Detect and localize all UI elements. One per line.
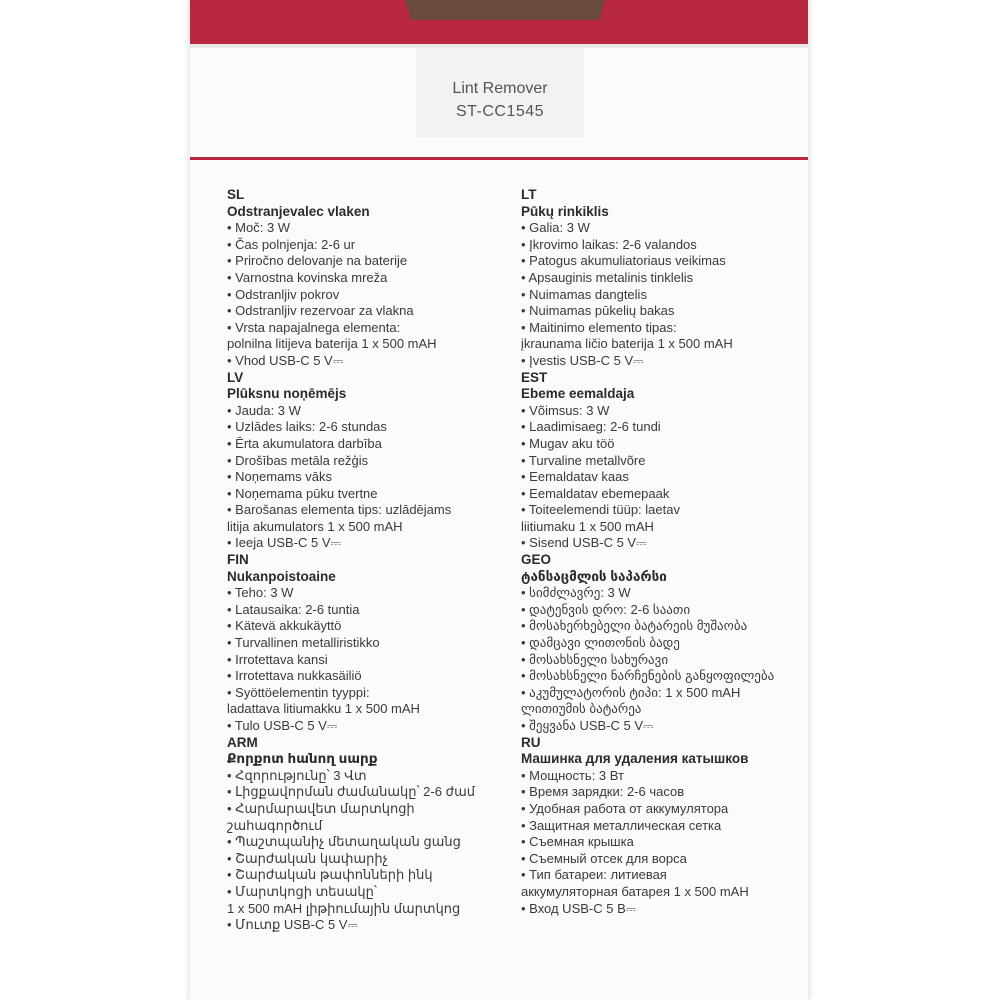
spec-line: • Ieeja USB-C 5 V⎓ xyxy=(227,535,341,551)
spec-line: liitiumaku 1 x 500 mAH xyxy=(521,518,654,534)
spec-line: • Շարժական կափարիչ xyxy=(227,850,388,866)
language-section-geo xyxy=(521,552,791,735)
spec-line: • Uzlādes laiks: 2-6 stundas xyxy=(227,419,387,435)
language-code: EST xyxy=(521,369,548,385)
spec-line: • Мощность: 3 Вт xyxy=(521,767,624,783)
product-name-translation: Plūksnu noņēmējs xyxy=(227,386,347,402)
spec-line: • Время зарядки: 2-6 часов xyxy=(521,784,685,800)
spec-line: • Latausaika: 2-6 tuntia xyxy=(227,601,360,617)
spec-line: • Noņemams vāks xyxy=(227,469,332,485)
language-code: LT xyxy=(521,187,537,202)
spec-line: • Maitinimo elemento tipas: xyxy=(521,319,677,335)
spec-line: • Irrotettava kansi xyxy=(227,651,328,667)
spec-line: • Odstranljiv rezervoar za vlakna xyxy=(227,303,414,319)
spec-line: • Съемный отсек для ворса xyxy=(521,850,687,866)
spec-line: • Čas polnjenja: 2-6 ur xyxy=(227,236,356,252)
product-title: Lint Remover xyxy=(452,80,548,97)
spec-line: • Irrotettava nukkasäiliö xyxy=(227,668,362,684)
spec-line: • Drošības metāla režģis xyxy=(227,452,369,468)
spec-line: • Toiteelemendi tüüp: laetav xyxy=(521,502,680,518)
product-name-translation: Ebeme eemaldaja xyxy=(521,386,635,402)
spec-line: • Защитная металлическая сетка xyxy=(521,817,722,833)
spec-line: • Nuimamas pūkelių bakas xyxy=(521,303,675,319)
spec-line: • Moč: 3 W xyxy=(227,220,291,236)
spec-line: • Nuimamas dangtelis xyxy=(521,286,647,302)
language-section-lt xyxy=(521,187,791,370)
spec-line: • მოსახსნელი ნარჩენების განყოფილება xyxy=(521,668,775,684)
product-name-translation: Odstranjevalec vlaken xyxy=(227,203,370,219)
spec-line: • Sisend USB-C 5 V⎓ xyxy=(521,535,647,551)
spec-line: • Պաշտպանիչ մետաղական ցանց xyxy=(227,834,461,850)
spec-line: • Turvallinen metalliristikko xyxy=(227,635,380,651)
spec-line: • Teho: 3 W xyxy=(227,585,294,601)
language-code: LV xyxy=(227,369,244,385)
language-code: ARM xyxy=(227,734,258,750)
spec-line: ლითიუმის ბატარეა xyxy=(521,701,642,717)
spec-line: • Kätevä akkukäyttö xyxy=(227,618,342,634)
spec-line: 1 x 500 mAH լիթիումային մարտկոց xyxy=(227,900,461,916)
spec-line: • Varnostna kovinska mreža xyxy=(227,269,388,285)
language-section-arm xyxy=(227,735,502,934)
product-name-translation: Pūkų rinkiklis xyxy=(521,203,609,219)
product-name-translation: Nukanpoistoaine xyxy=(227,568,336,584)
language-section-ru xyxy=(521,735,791,918)
spec-line: • Barošanas elementa tips: uzlādējams xyxy=(227,502,452,518)
flap-notch xyxy=(405,0,605,20)
spec-line: аккумуляторная батарея 1 x 500 mAH xyxy=(521,883,749,899)
spec-line: • Հարմարավետ մարտկոցի xyxy=(227,800,415,816)
spec-line: • Patogus akumuliatoriaus veikimas xyxy=(521,253,726,269)
spec-line: ladattava litiumakku 1 x 500 mAH xyxy=(227,701,420,717)
spec-line: • Շարժական թափոնների ինկ xyxy=(227,867,433,883)
spec-line: • აკუმულატორის ტიპი: 1 x 500 mAH xyxy=(521,684,741,700)
spec-line: • Jauda: 3 W xyxy=(227,402,301,418)
right-language-column xyxy=(521,187,791,917)
spec-line: • Съемная крышка xyxy=(521,834,634,850)
spec-line: • სიმძლავრე: 3 W xyxy=(521,585,631,601)
spec-line: • Syöttöelementin tyyppi: xyxy=(227,684,370,700)
spec-line: • Тип батареи: литиевая xyxy=(521,867,667,883)
spec-line: • Įkrovimo laikas: 2-6 valandos xyxy=(521,236,697,252)
language-section-est xyxy=(521,370,791,553)
language-code: GEO xyxy=(521,552,552,568)
spec-line: • Eemaldatav kaas xyxy=(521,469,629,485)
spec-line: • მოსახსნელი სახურავი xyxy=(521,651,669,667)
spec-line: • Galia: 3 W xyxy=(521,220,590,236)
spec-line: • Mugav aku töö xyxy=(521,435,615,451)
spec-line: • Eemaldatav ebemepaak xyxy=(521,485,670,501)
spec-line: • Vrsta napajalnega elementa: xyxy=(227,319,401,335)
spec-line: įkraunama ličio baterija 1 x 500 mAH xyxy=(521,336,733,352)
spec-line: • Įvestis USB-C 5 V⎓ xyxy=(521,352,644,368)
spec-line: • Հզորությունը՝ 3 Վտ xyxy=(227,767,367,783)
spec-line: • Вход USB-C 5 В⎓ xyxy=(521,900,637,916)
spec-line: • Լիցքավորման ժամանակը՝ 2-6 ժամ xyxy=(227,784,476,800)
spec-line: • დატენვის დრო: 2-6 საათი xyxy=(521,601,691,617)
spec-line: • Ērta akumulatora darbība xyxy=(227,435,382,451)
language-section-sl xyxy=(227,187,502,370)
product-name-translation: Машинка для удаления катышков xyxy=(521,751,749,767)
spec-line: • Odstranljiv pokrov xyxy=(227,286,340,302)
left-language-column xyxy=(227,187,502,934)
spec-line: • Laadimisaeg: 2-6 tundi xyxy=(521,419,661,435)
spec-line: • Vhod USB-C 5 V⎓ xyxy=(227,352,344,368)
language-code: FIN xyxy=(227,552,249,568)
spec-line: polnilna litijeva baterija 1 x 500 mAH xyxy=(227,336,437,352)
spec-line: • Tulo USB-C 5 V⎓ xyxy=(227,718,338,733)
spec-line: • Удобная работа от аккумулятора xyxy=(521,800,729,816)
spec-line: • Մարտկոցի տեսակը՝ xyxy=(227,883,377,899)
language-code: SL xyxy=(227,187,245,202)
spec-line: • Turvaline metallvõre xyxy=(521,452,646,468)
product-name-translation: Քորքոտ հանող սարք xyxy=(227,751,378,767)
spec-line: • Priročno delovanje na baterije xyxy=(227,253,408,269)
spec-line: • Võimsus: 3 W xyxy=(521,402,610,418)
product-name-translation: ტანსაცმლის საპარსი xyxy=(521,568,667,584)
product-model: ST-CC1545 xyxy=(455,103,545,120)
spec-line: • მოსახერხებელი ბატარეის მუშაობა xyxy=(521,618,748,634)
product-label xyxy=(416,48,584,137)
spec-line: • შეყვანა USB-C 5 V⎓ xyxy=(521,718,654,733)
red-divider-line xyxy=(190,157,808,160)
spec-line: • Մուտք USB-C 5 V⎓ xyxy=(227,917,358,933)
spec-line: litija akumulators 1 x 500 mAH xyxy=(227,518,403,534)
language-code: RU xyxy=(521,734,541,750)
spec-line: շահագործում xyxy=(227,817,323,833)
language-section-lv xyxy=(227,370,502,553)
spec-line: • დამცავი ლითონის ბადე xyxy=(521,635,680,651)
spec-line: • Apsauginis metalinis tinklelis xyxy=(521,269,694,285)
spec-line: • Noņemama pūku tvertne xyxy=(227,485,378,501)
language-section-fin xyxy=(227,552,502,735)
